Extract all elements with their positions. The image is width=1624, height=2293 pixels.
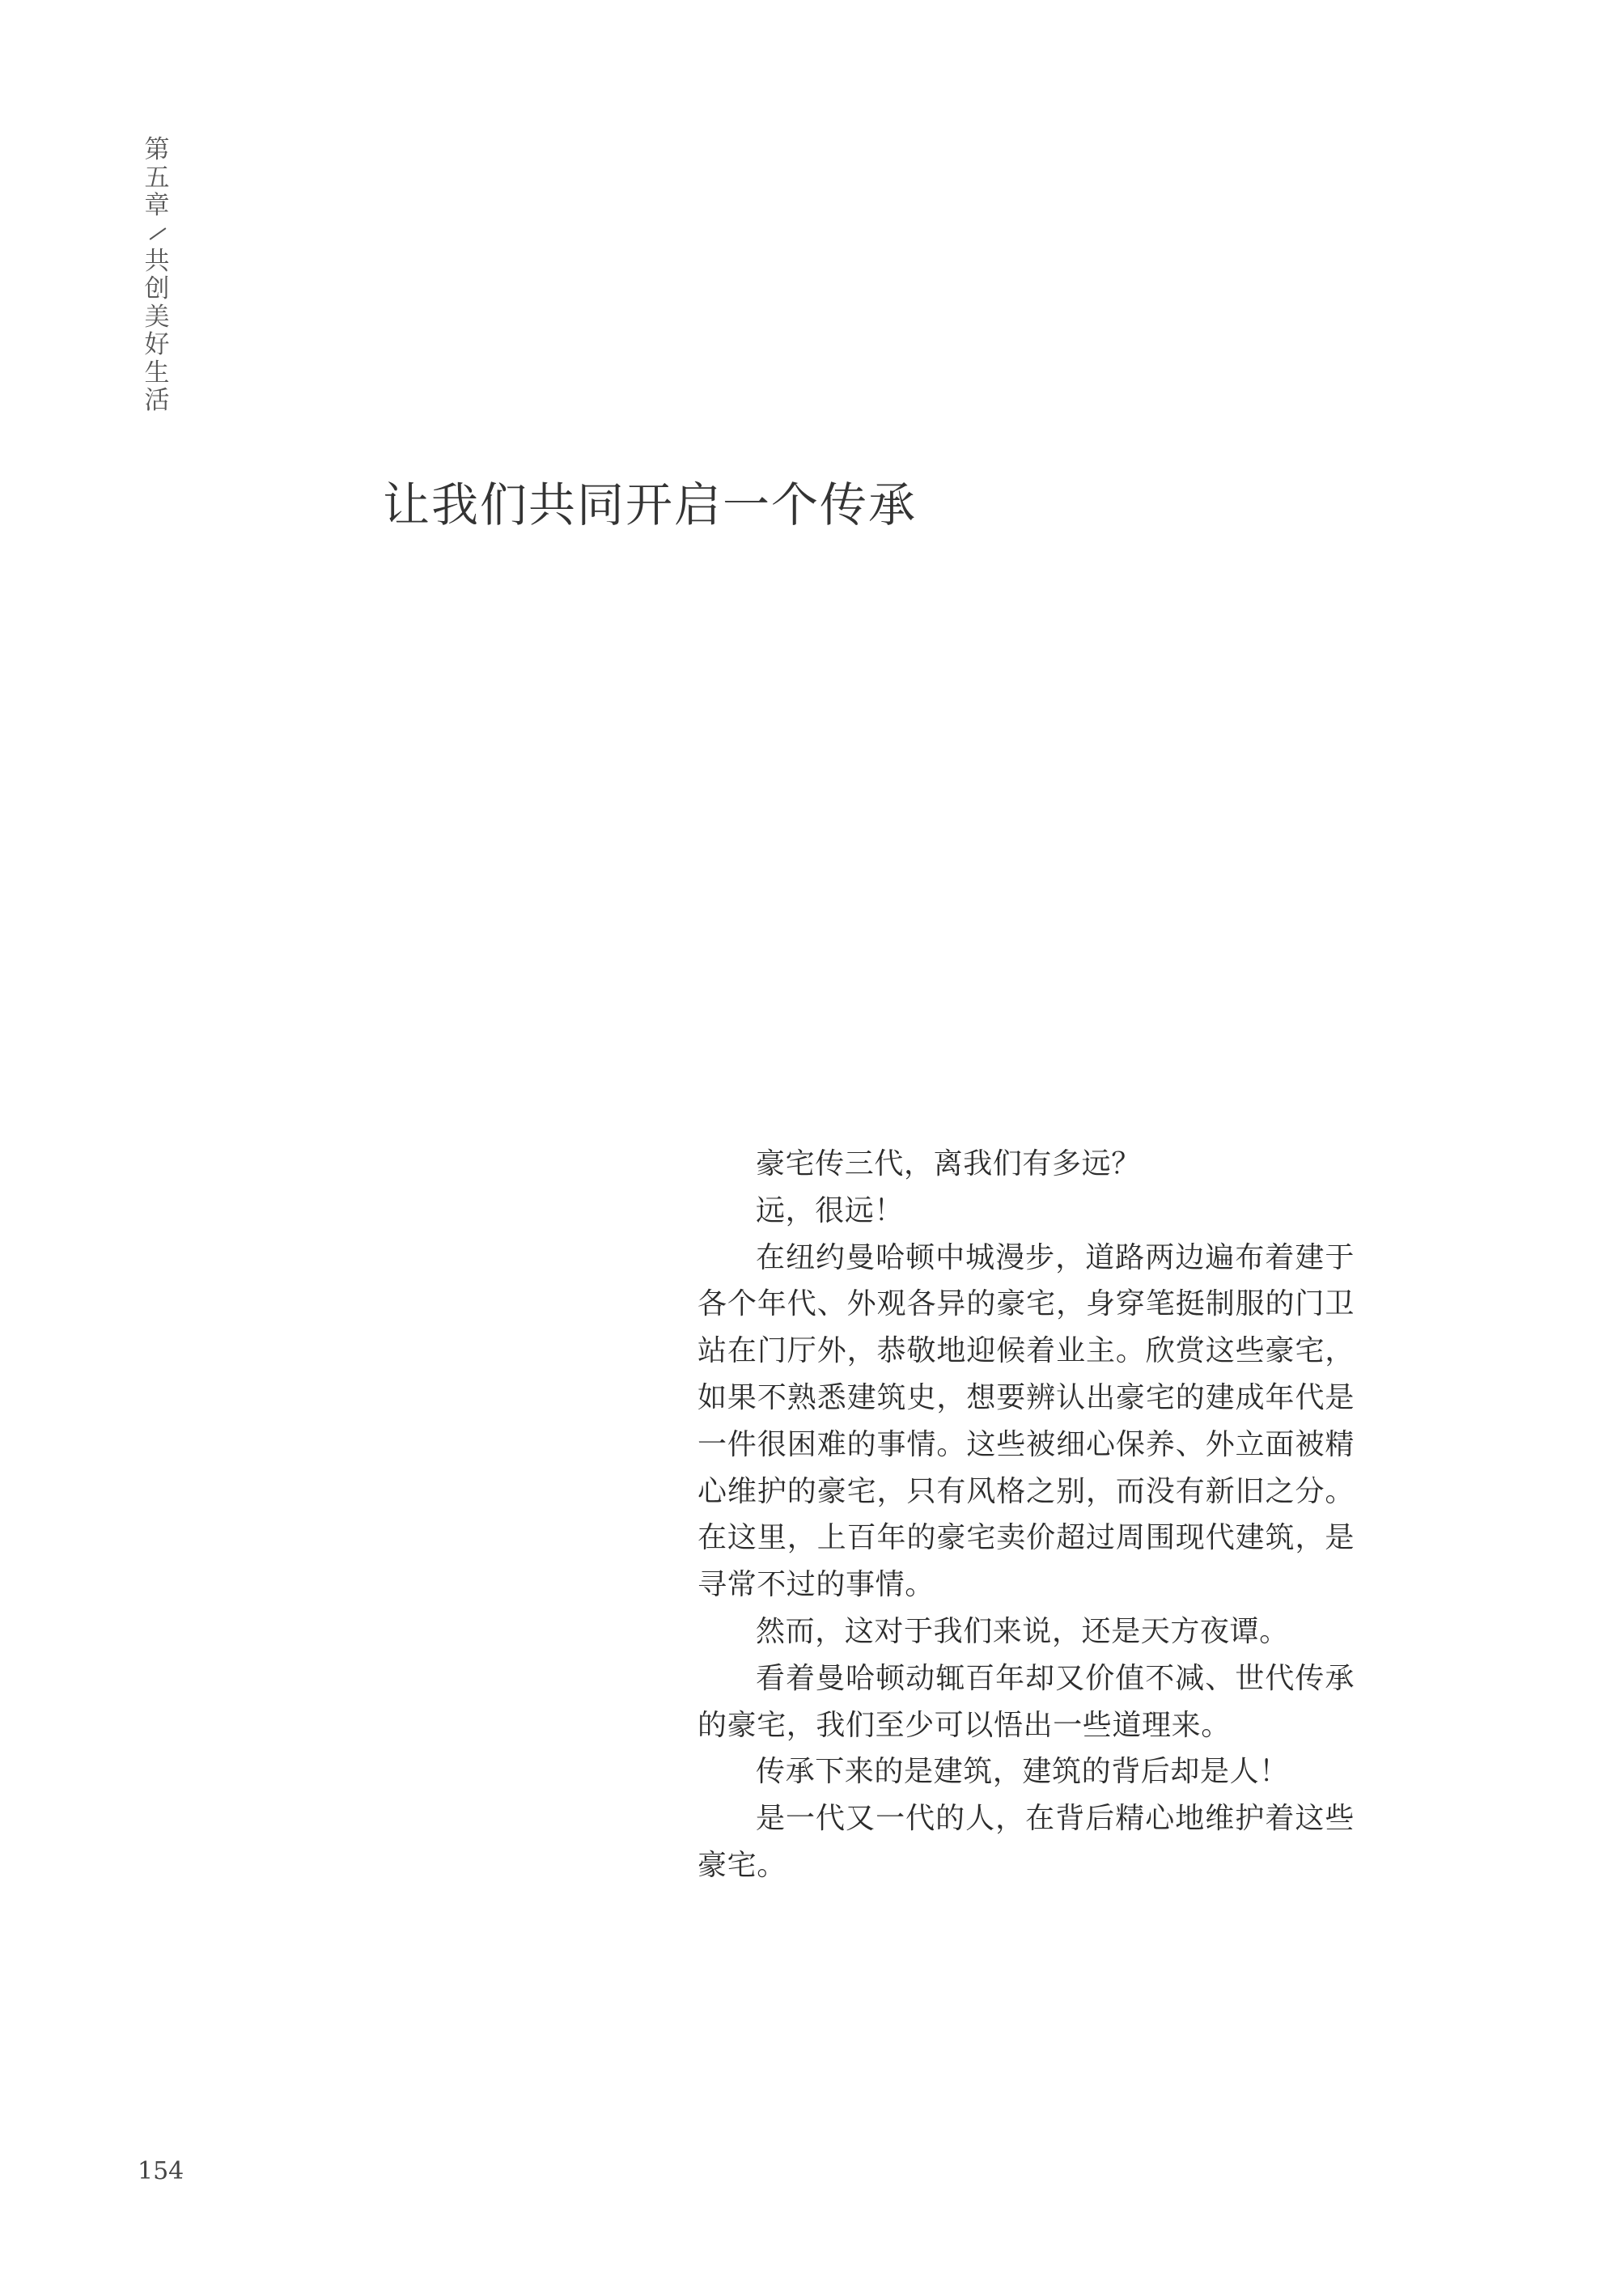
running-head-char: 第 bbox=[144, 135, 170, 164]
running-head bbox=[141, 136, 173, 415]
page-title: 让我们共同开启一个传承 bbox=[383, 477, 918, 532]
body-text bbox=[698, 1141, 1355, 1889]
running-head-chapter-title bbox=[141, 248, 173, 415]
paragraph: 传承下来的是建筑，建筑的背后却是人！ bbox=[756, 1755, 1289, 1789]
paragraph: 看着曼哈顿动辄百年却又价值不减、世代传承的豪宅，我们至少可以悟出一些道理来。 bbox=[698, 1661, 1355, 1742]
running-head-char: 创 bbox=[144, 274, 170, 303]
running-head-char: 五 bbox=[144, 163, 170, 193]
running-head-separator bbox=[141, 220, 173, 248]
page-number: 154 bbox=[138, 2157, 184, 2185]
paragraph: 远，很远！ bbox=[756, 1193, 905, 1227]
paragraph: 是一代又一代的人，在背后精心地维护着这些豪宅。 bbox=[698, 1802, 1355, 1882]
running-head-chapter bbox=[141, 136, 173, 220]
paragraph: 在纽约曼哈顿中城漫步，道路两边遍布着建于各个年代、外观各异的豪宅，身穿笔挺制服的门卫站在门厅外，恭敬地迎候着业主。欣赏这些豪宅，如果不熟悉建筑史，想要辨认出豪宅的建成年代是一件很困难的事情。这些被细心保养、外立面被精心维护的豪宅，只有风格之别，而没有新旧之分。在这里，上百年的豪宅卖价超过周围现代建筑，是寻常不过的事情。 bbox=[698, 1240, 1355, 1602]
running-head-char: 共 bbox=[144, 246, 170, 276]
running-head-char: 美 bbox=[144, 302, 170, 332]
paragraph: 然而，这对于我们来说，还是天方夜谭。 bbox=[756, 1614, 1289, 1648]
paragraph: 豪宅传三代，离我们有多远？ bbox=[756, 1147, 1141, 1180]
running-head-char: 生 bbox=[144, 358, 170, 388]
running-head-char: 章 bbox=[144, 191, 170, 220]
running-head-char: 好 bbox=[144, 330, 170, 359]
running-head-char: 活 bbox=[144, 386, 170, 415]
